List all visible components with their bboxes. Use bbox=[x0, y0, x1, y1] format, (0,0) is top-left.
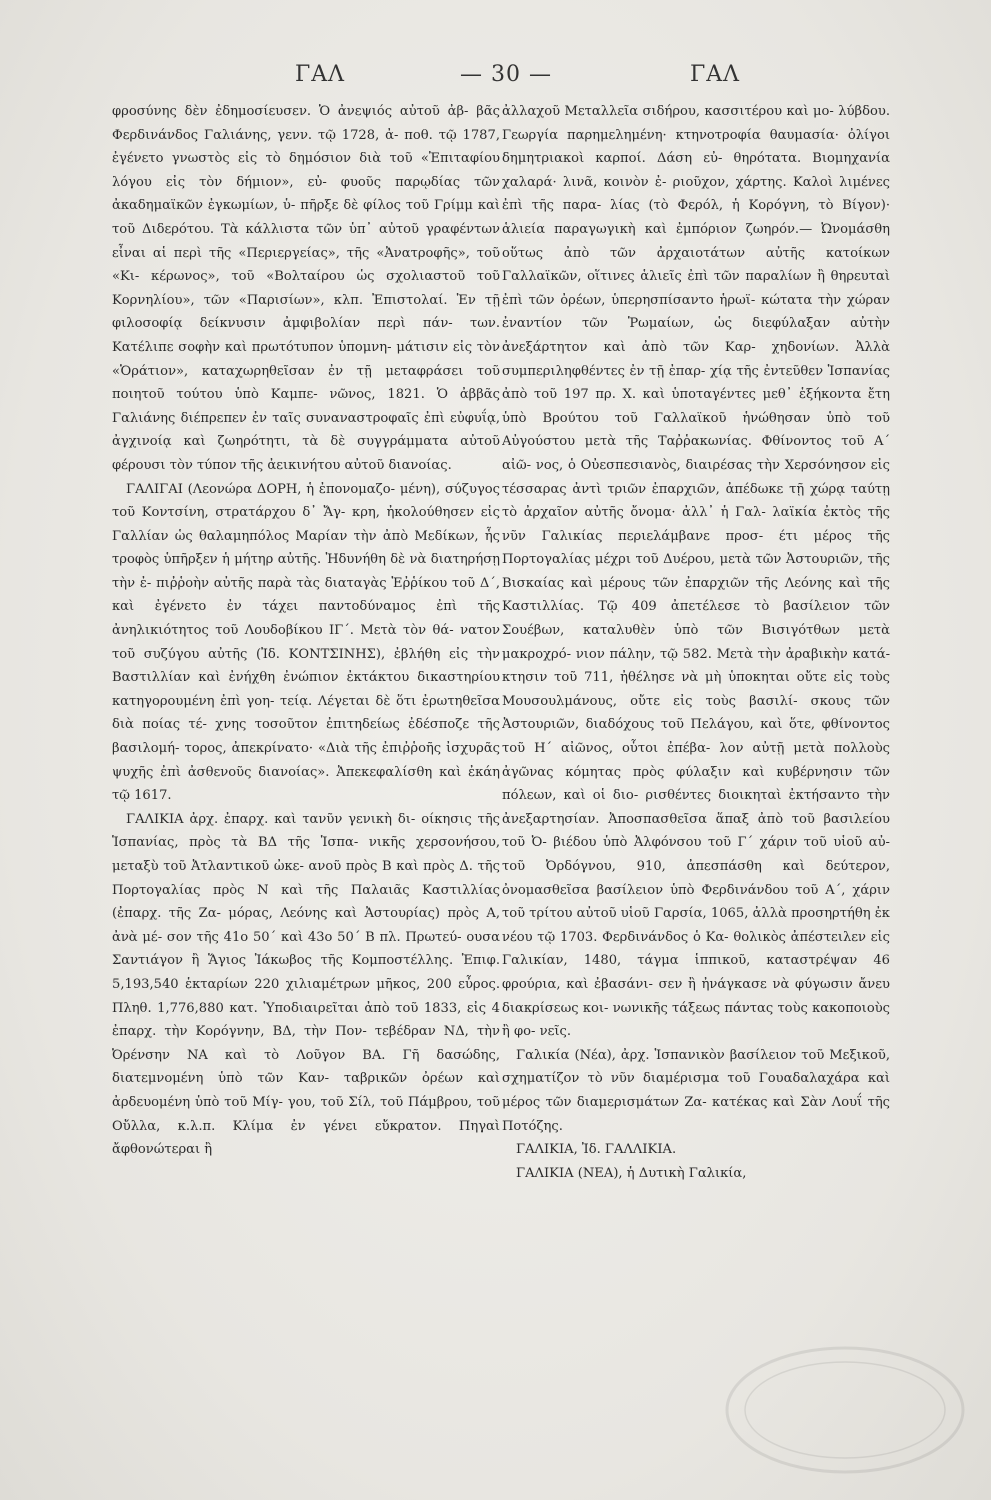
running-header bbox=[100, 62, 910, 92]
paragraph-galikia-nea-entry: ΓΑΛΙΚΙΑ (ΝΕΑ), ἡ Δυτικὴ Γαλικία, bbox=[516, 1165, 747, 1181]
paragraph-galikia-nea: Γαλικία (Νέα), ἀρχ. Ἱσπανικὸν βασίλειον τοῦ Μεξικοῦ, σχηματίζον τὸ νῦν διαμέρισμα τοῦ Γουαδαλαχάρα καὶ μέρος τῶν διαμερισμάτων Ζα- κατέκας καὶ Σὰν Λουΐ τῆς Ποτόζης. bbox=[502, 1047, 890, 1134]
left-column bbox=[112, 100, 500, 1430]
right-column bbox=[502, 100, 890, 1430]
paragraph-galikia-cross-ref: ΓΑΛΙΚΙΑ, Ἰδ. ΓΑΛΛΙΚΙΑ. bbox=[516, 1142, 677, 1158]
header-right: ΓΑΛ bbox=[690, 62, 741, 87]
paragraph-galikia-continued: ἀλλαχοῦ Μεταλλεῖα σιδήρου, κασσιτέρου καὶ μο- λύβδου. Γεωργία παρημελημένη· κτηνοτροφία θαυμασία· ὀλίγοι δημητριακοὶ καρποί. Δάση εὐ- θηρότατα. Βιομηχανία χαλαρά· λινᾶ, κοινὸν ἐ- ριοῦχον, χάρτης. Καλοὶ λιμένες ἐπὶ τῆς παρα- λίας (τὸ Φερόλ, ἡ Κορόγνη, τὸ Βίγον)· ἁλιεία παραγωγικὴ καὶ ἐμπόριον ζωηρόν.— Ὠνομάσθη οὕτως ἀπὸ τῶν ἀρχαιοτάτων αὐτῆς κατοίκων Γαλλαϊκῶν, οἵτινες ἁλιεῖς ἐπὶ τῶν παραλίων ἢ θηρευταὶ ἐπὶ τῶν ὀρέων, ὑπερησπίσαντο ἡρωϊ- κώτατα τὴν χώραν ἐναντίον τῶν Ῥωμαίων, ὡς διεφύλαξαν αὐτὴν ἀνεξάρτητον καὶ ἀπὸ τῶν Καρ- χηδονίων. Ἀλλὰ συμπεριληφθέντες ἐν τῇ ἐπαρ- χίᾳ τῆς ἐντεῦθεν Ἱσπανίας ἀπὸ τοῦ 197 πρ. Χ. καὶ ὑποταγέντες μεθ᾽ ἑξήκοντα ἔτη ὑπὸ Βρούτου τοῦ Γαλλαϊκοῦ ἡνώθησαν ὑπὸ τοῦ Αὐγούστου μετὰ τῆς Ταῤῥακωνίας. Φθίνοντος τοῦ Α΄ αἰῶ- νος, ὁ Οὐεσπεσιανὸς, διαιρέσας τὴν Χερσόνησον εἰς τέσσαρας ἀντὶ τριῶν ἐπαρχιῶν, ἀπέδωκε τῇ χώρᾳ ταύτῃ τὸ ἀρχαῖον αὐτῆς ὄνομα· ἀλλ᾽ ἡ Γαλ- λαϊκία ἐκτὸς τῆς νῦν Γαλικίας περιελάμβανε προσ- έτι μέρος τῆς Πορτογαλίας μέχρι τοῦ Δυέρου, μετὰ τῶν Ἀστουριῶν, τῆς Βισκαίας καὶ μέρους τῶν ἐπαρχιῶν τῆς Λεόνης καὶ τῆς Καστιλλίας. Τῷ 409 ἀπετέλεσε τὸ βασίλειον τῶν Σουέβων, καταλυθὲν ὑπὸ τῶν Βισιγότθων μετὰ μακροχρό- νιον πάλην, τῷ 582. Μετὰ τὴν ἀραβικὴν κατά- κτησιν τοῦ 711, ἠθέλησε νὰ μὴ ὑποκηται οὔτε εἰς τοὺς Μουσουλμάνους, οὔτε εἰς τοὺς βασιλί- σκους τῶν Ἀστουριῶν, διαδόχους τοῦ Πελάγου, καὶ ὅτε, φθίνοντος τοῦ Η΄ αἰῶνος, οὗτοι ἐπέβα- λον αὐτῇ μετὰ πολλοὺς ἀγῶνας κόμητας πρὸς φύλαξιν καὶ κυβέρνησιν τῶν πόλεων, καὶ οἱ διο- ρισθέντες διοικηταὶ ἐκτήσαντο τὴν ἀνεξαρτησίαν. Ἀποσπασθεῖσα ἅπαξ ἀπὸ τοῦ βασιλείου τοῦ Ὀ- βιέδου ὑπὸ Ἀλφόνσου τοῦ Γ΄ χάριν τοῦ υἱοῦ αὐ- τοῦ Ὀρδόγνου, 910, ἀπεσπάσθη καὶ δεύτερον, ὀνομασθεῖσα βασίλειον ὑπὸ Φερδινάνδου τοῦ Α΄, χάριν τοῦ τρίτου αὐτοῦ υἱοῦ Γαρσία, 1065, ἀλλὰ προσηρτήθη ἐκ νέου τῷ 1703. Φερδινάνδος ὁ Κα- θολικὸς ἀπέστειλεν εἰς Γαλικίαν, 1480, τάγμα ἱππικοῦ, καταστρέψαν 46 φρούρια, καὶ ἐβασάνι- σεν ἢ ἠνάγκασε νὰ φύγωσιν ἄνευ διακρίσεως κοι- νωνικῆς τάξεως πάντας τοὺς κακοποιοὺς ἢ φο- νεῖς. bbox=[502, 104, 890, 1040]
paragraph-galikia: ΓΑΛΙΚΙΑ ἀρχ. ἐπαρχ. καὶ τανῦν γενικὴ δι- οίκησις τῆς Ἱσπανίας, πρὸς τὰ ΒΔ τῆς Ἱσπα- νικῆς χερσονήσου, μεταξὺ τοῦ Ἀτλαντικοῦ ὠκε- ανοῦ πρὸς Β καὶ πρὸς Δ. τῆς Πορτογαλίας πρὸς Ν καὶ τῆς Παλαιᾶς Καστιλλίας (ἐπαρχ. τῆς Ζα- μόρας, Λεόνης καὶ Ἀστουρίας) πρὸς Α, ἀνὰ μέ- σον τῆς 41ο 50΄ καὶ 43ο 50΄ Β πλ. Πρωτεύ- ουσα Σαντιάγον ἢ Ἅγιος Ἰάκωβος τῆς Κομποστέλλης. Ἐπιφ. 5,193,540 ἑκταρίων 220 χιλιαμέτρων μῆκος, 200 εὖρος. Πληθ. 1,776,880 κατ. Ὑποδιαιρεῖται ἀπὸ τοῦ 1833, εἰς 4 ἐπαρχ. τὴν Κορόγνην, ΒΔ, τὴν Πον- τεβέδραν ΝΔ, τὴν Ὀρένσην ΝΑ καὶ τὸ Λοῦγον ΒΑ. Γῆ δασώδης, διατεμνομένη ὑπὸ τῶν Καν- ταβρικῶν ὀρέων καὶ ἀρδευομένη ὑπὸ τοῦ Μίγ- γου, τοῦ Σίλ, τοῦ Πάμβρου, τοῦ Οὔλλα, κ.λ.π. Κλίμα ἐν γένει εὔκρατον. Πηγαὶ ἄφθονώτεραι ἢ bbox=[112, 811, 500, 1158]
paragraph-galigai: ΓΑΛΙΓΑΙ (Λεονώρα ΔΟΡΗ, ἡ ἐπονομαζο- μένη), σύζυγος τοῦ Κοντσίνη, στρατάρχου δ᾽ Ἄγ- κρη, ἠκολούθησεν εἰς Γαλλίαν ὡς θαλαμηπόλος Μαρίαν τὴν ἀπὸ Μεδίκων, ἧς τροφὸς ὑπῆρξεν ἡ μήτηρ αὐτῆς. Ἠδυνήθη δὲ νὰ διατηρήσῃ τὴν ἐ- πιῤῥοὴν αὐτῆς παρὰ τὰς διαταγὰς Ἐῤῥίκου τοῦ Δ΄, καὶ ἐγένετο ἐν τάχει παντοδύναμος ἐπὶ τῆς ἀνηλικιότητος τοῦ Λουδοβίκου ΙΓ΄. Μετὰ τὸν θά- νατον τοῦ συζύγου αὐτῆς (Ἰδ. ΚΟΝΤΣΙΝΗΣ), ἐβλήθη εἰς τὴν Βαστιλλίαν καὶ ἐνήχθη ἐνώπιον ἐκτάκτου δικαστηρίου κατηγορουμένη ἐπὶ γοη- τείᾳ. Λέγεται δὲ ὅτι ἐρωτηθεῖσα διὰ ποίας τέ- χνης τοσοῦτον ἐπιτηδείως ἐδέσποζε τῆς βασιλομή- τορος, ἀπεκρίνατο· «Διὰ τῆς ἐπιῤῥοῆς ἰσχυρᾶς ψυχῆς ἐπὶ ἀσθενοῦς διανοίας». Ἀπεκεφαλίσθη καὶ ἐκάη τῷ 1617. bbox=[112, 481, 500, 804]
paragraph-galianis-continued: φροσύνης δὲν ἐδημοσίευσεν. Ὁ ἀνεψιός αὐτοῦ ἀβ- βᾶς Φερδινάνδος Γαλιάνης, γενν. τῷ 1728, ἀ- ποθ. τῷ 1787, ἐγένετο γνωστὸς εἰς τὸ δημόσιον διὰ τοῦ «Ἐπιταφίου λόγου εἰς τὸν δήμιον», εὐ- φυοῦς παρῳδίας τῶν ἀκαδημαϊκῶν ἐγκωμίων, ὑ- πῆρξε δὲ φίλος τοῦ Γρίμμ καὶ τοῦ Διδερότου. Τὰ κάλλιστα τῶν ὑπ᾽ αὐτοῦ γραφέντων εἶναι αἱ περὶ τῆς «Περιεργείας», τῆς «Ἀνατροφῆς», τοῦ «Κι- κέρωνος», τοῦ «Βολταίρου ὡς σχολιαστοῦ τοῦ Κορνηλίου», τῶν «Παρισίων», κλπ. Ἐπιστολαί. Ἐν τῇ φιλοσοφίᾳ δείκνυσιν ἀμφιβολίαν περὶ πάν- των. Κατέλιπε σοφὴν καὶ πρωτότυπον ὑπομνη- μάτισιν εἰς τὸν «Ὁράτιον», καταχωρηθεῖσαν ἐν τῇ μεταφράσει τοῦ ποιητοῦ τούτου ὑπὸ Καμπε- νῶνος, 1821. Ὁ ἀββᾶς Γαλιάνης διέπρεπεν ἐν ταῖς συναναστροφαῖς ἐπὶ εὐφυΐᾳ, ἀγχινοίᾳ καὶ ζωηρότητι, τὰ δὲ συγγράμματα αὐτοῦ φέρουσι τὸν τύπον τῆς ἀεικινήτου αὐτοῦ διανοίας. bbox=[112, 104, 500, 473]
header-left: ΓΑΛ bbox=[295, 62, 346, 87]
page-number: — 30 — bbox=[460, 62, 552, 87]
